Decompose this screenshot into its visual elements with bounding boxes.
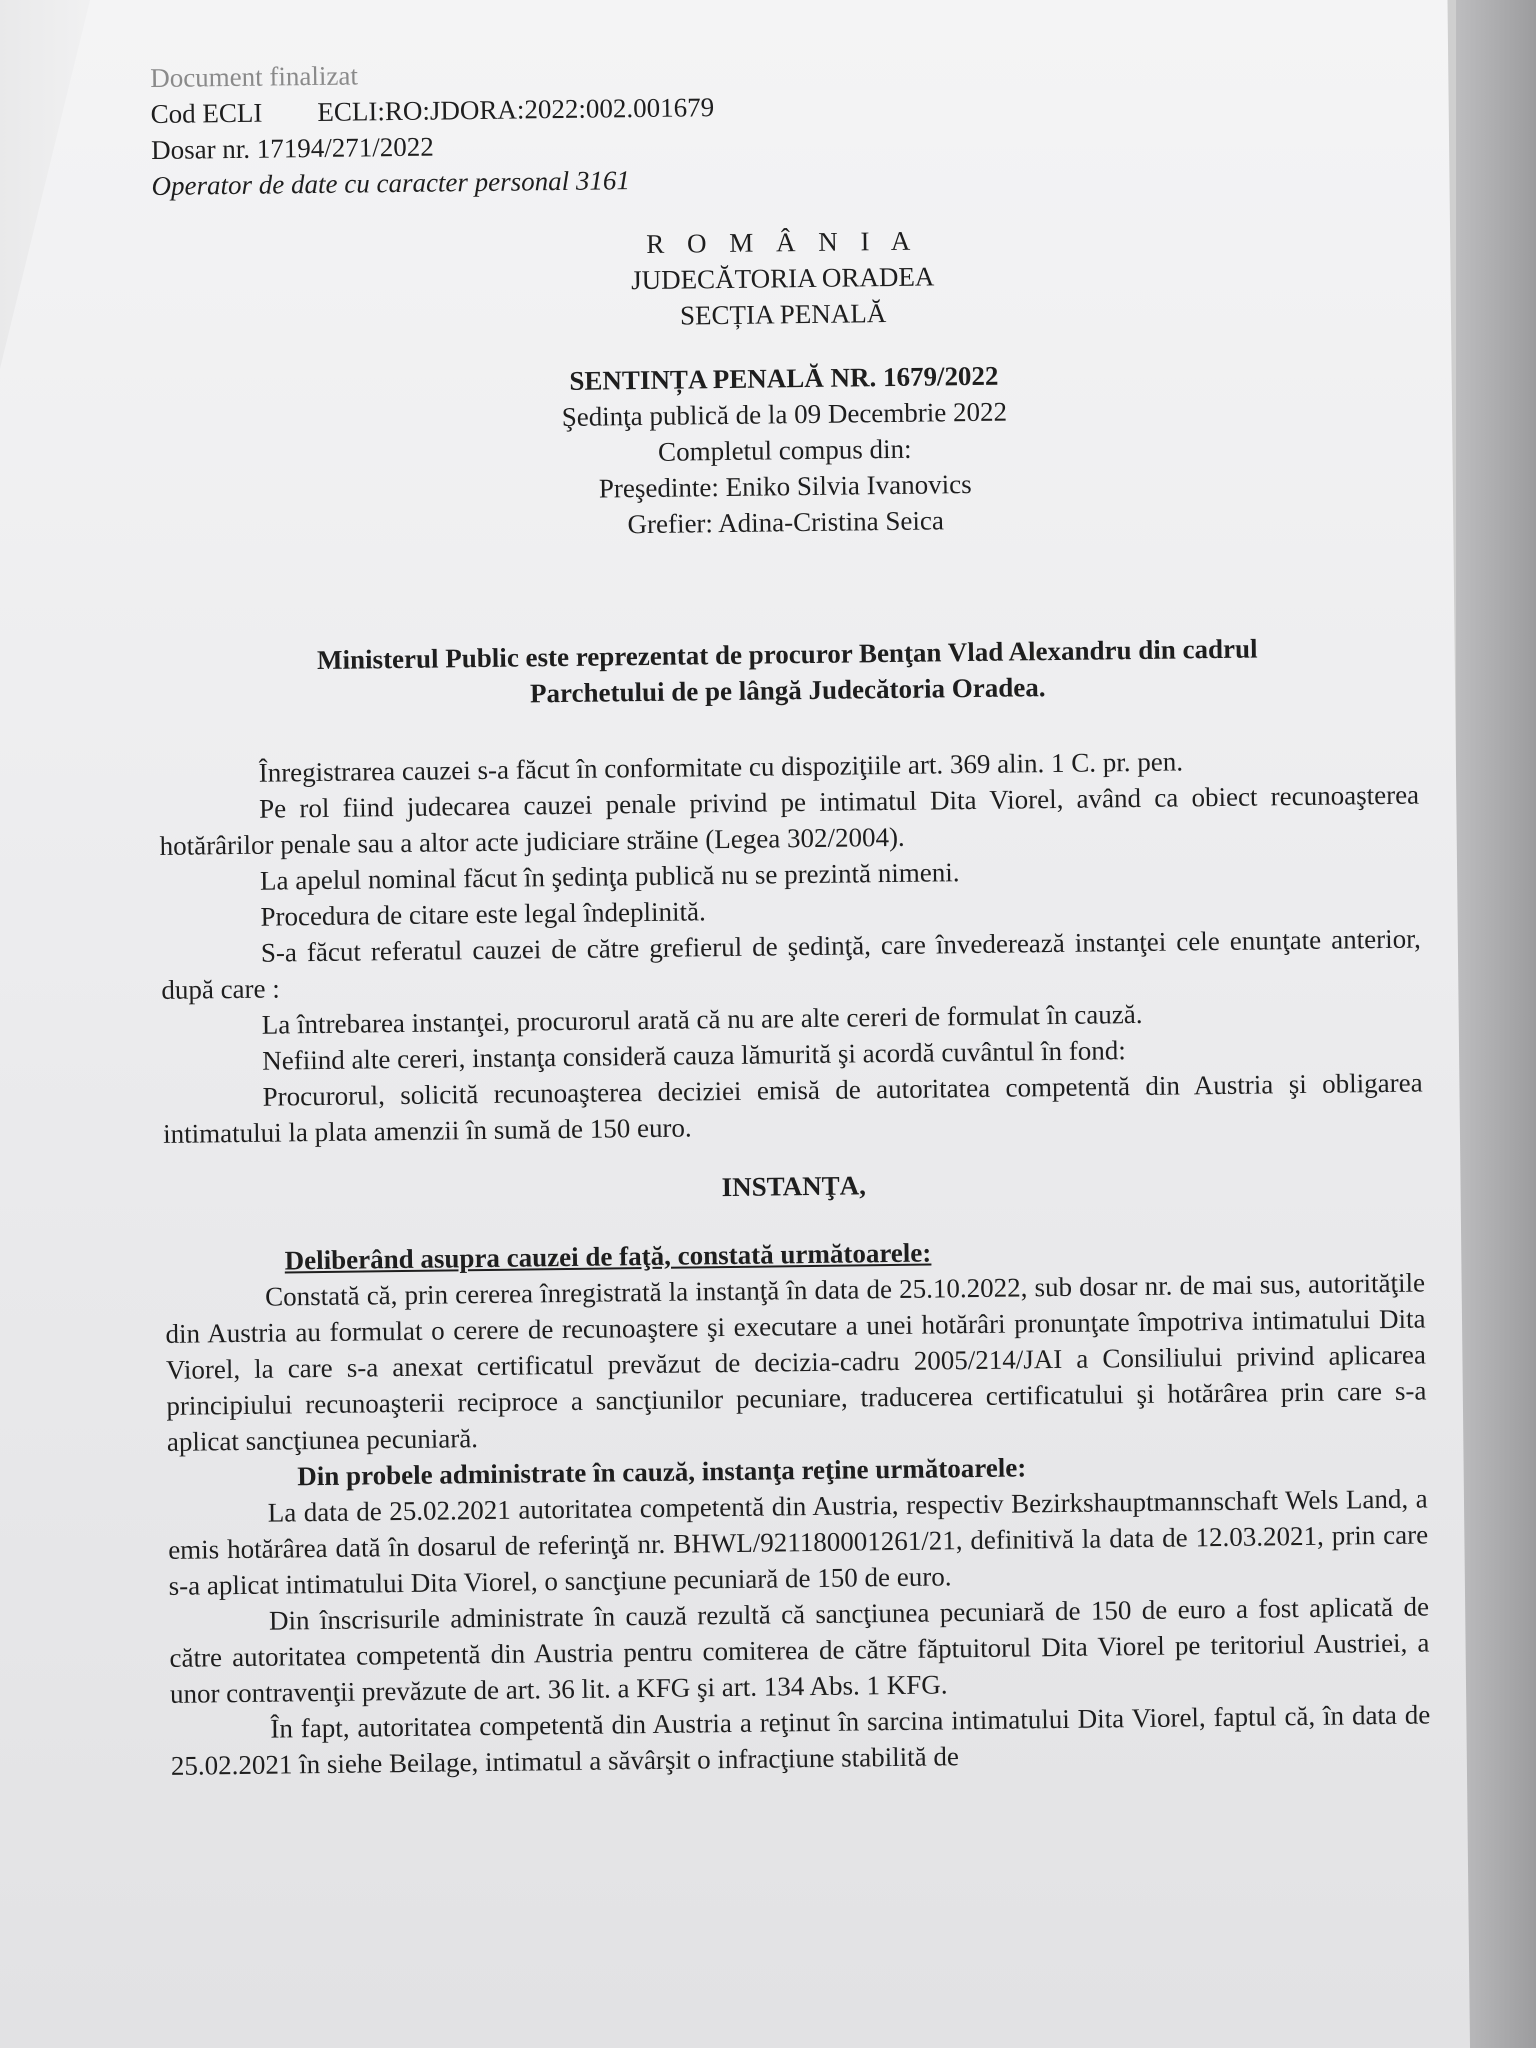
court-section: SECȚIA PENALĂ xyxy=(679,298,887,331)
sentence-title: SENTINȚA PENALĂ NR. 1679/2022 xyxy=(569,360,999,396)
prosecutor-statement xyxy=(157,629,1418,716)
court-heading xyxy=(152,217,1413,340)
session-date: Şedinţa publică de la 09 Decembrie 2022 xyxy=(561,396,1008,432)
intro-paragraph: Procurorul, solicită recunoaşterea deciziei emisă de autoritatea competentă din Austria şi obligarea intimatului la plata amenzii în sumă de 150 euro. xyxy=(162,1067,1423,1149)
clerk: Grefier: Adina-Cristina Seica xyxy=(627,505,945,540)
president: Preşedinte: Eniko Silvia Ivanovics xyxy=(598,468,972,504)
document-page xyxy=(150,45,1434,2010)
data-operator: Operator de date cu caracter personal 3161 xyxy=(151,165,631,201)
court-heading-instanta: INSTANŢA, xyxy=(721,1170,867,1203)
intro-section xyxy=(159,741,1424,1152)
evidence-heading: Din probele administrate în cauză, instanţa reţine următoarele: xyxy=(297,1452,1027,1492)
intro-paragraph: La apelul nominal făcut în şedinţa publică nu se prezintă nimeni. xyxy=(259,857,960,896)
deliberation-heading: Deliberând asupra cauzei de faţă, constată următoarele: xyxy=(284,1237,932,1276)
deliberation-paragraph: Constată că, prin cererea înregistrată la instanţă în data de 25.10.2022, sub dosar nr. de mai sus, autorităţile din Austria au formulat o cerere de recunoaştere şi executare a unei hotărâri pronunţate împotriva intimatului Dita Viorel, la care s-a anexat certificatul prevăzut de decizia-cadru 2005/214/JAI a Consiliului privind aplicarea principiului recunoaşterii reciproce a sancţiunilor pecuniare, traducerea certificatului şi hotărârea prin care s-a aplicat sancţiunea pecuniară. xyxy=(165,1267,1427,1457)
country-name: R O M Â N I A xyxy=(646,225,919,259)
intro-paragraph: Nefiind alte cereri, instanţa consideră cauza lămurită şi acordă cuvântul în fond: xyxy=(262,1035,1126,1076)
prosecutor-line-1: Ministerul Public este reprezentat de procuror Benţan Vlad Alexandru din cadrul xyxy=(316,633,1258,676)
intro-paragraph: La întrebarea instanţei, procurorul arată că nu are alte cereri de formulat în cauză. xyxy=(261,998,1143,1040)
evidence-paragraph: La data de 25.02.2021 autoritatea competentă din Austria, respectiv Bezirkshauptmannschaft Wels Land, a emis hotărârea dată în dosarul de referinţă nr. BHWL/921180001261/21, definitivă la data de 12.03.2021, prin care s-a aplicat intimatului Dita Viorel, o sancţiune pecuniară de 150 de euro. xyxy=(168,1483,1429,1601)
evidence-paragraph: În fapt, autoritatea competentă din Austria a reţinut în sarcina intimatului Dita Viorel, faptul că, în data de 25.02.2021 în siehe Beilage, intimatul a săvârşit o infracţiune stabilită de xyxy=(170,1699,1431,1781)
intro-paragraph: S-a făcut referatul cauzei de către grefierul de şedinţă, care învederează instanţei cele enunţate anterior, după care : xyxy=(161,923,1422,1005)
prosecutor-line-2: Parchetului de pe lângă Judecătoria Oradea. xyxy=(529,672,1046,709)
document-status: Document finalizat xyxy=(150,60,359,93)
evidence-paragraph: Din înscrisurile administrate în cauză rezultă că sancţiunea pecuniară de 150 de euro a fost aplicată de către autoritatea competentă din Austria pentru comiterea de către făptuitorul Dita Viorel pe teritoriul Austriei, a unor contravenţii prevăzute de art. 36 lit. a KFG şi art. 134 Abs. 1 KFG. xyxy=(169,1591,1430,1709)
intro-paragraph: Pe rol fiind judecarea cauzei penale privind pe intimatul Dita Viorel, având ca obiect recunoaşterea hotărârilor penale sau a altor acte judiciare străine (Legea 302/2004). xyxy=(159,779,1420,861)
intro-paragraph: Înregistrarea cauzei s-a făcut în conformitate cu dispoziţiile art. 369 alin. 1 C. pr. pen. xyxy=(258,746,1184,788)
ecli-label: Cod ECLI xyxy=(150,97,263,129)
background-right xyxy=(1456,0,1536,2048)
intro-paragraph: Procedura de citare este legal îndeplinită. xyxy=(260,896,706,932)
case-number: Dosar nr. 17194/271/2022 xyxy=(150,131,435,165)
panel-label: Completul compus din: xyxy=(657,433,912,467)
ecli-value: ECLI:RO:JDORA:2022:002.001679 xyxy=(317,92,715,127)
court-name: JUDECĂTORIA ORADEA xyxy=(630,261,935,296)
